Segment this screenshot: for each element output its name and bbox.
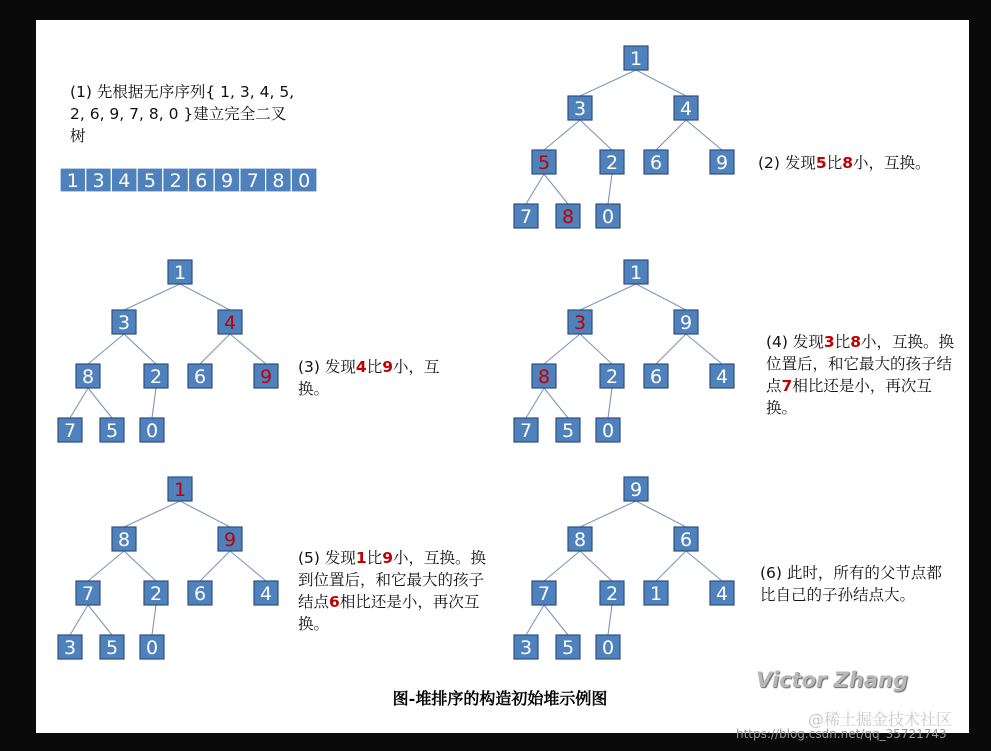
tree-step6-edge-1-4 <box>580 551 612 581</box>
caption-s3-part-4: 小，互换。 <box>298 358 440 398</box>
tree-step3-node-4 <box>144 364 168 388</box>
caption-s3-part-3: 9 <box>382 358 393 376</box>
caption-s2-part-1: 5 <box>815 154 827 172</box>
tree-step5-edge-2-6 <box>230 551 266 581</box>
tree-step5-node-7 <box>58 635 82 659</box>
tree-step4-node-1 <box>568 310 592 334</box>
tree-step2-node-label-0: 1 <box>629 48 643 70</box>
tree-step3-edge-4-9 <box>152 388 156 418</box>
tree-step6-node-4 <box>600 581 624 605</box>
tree-step6-edge-2-5 <box>656 551 686 581</box>
tree-step3 <box>58 260 278 442</box>
tree-step2-node-label-9: 0 <box>601 206 615 228</box>
tree-step4-edge-2-5 <box>656 334 686 364</box>
tree-step2-node-7 <box>514 204 538 228</box>
tree-step3-node-9 <box>140 418 164 442</box>
tree-step2-node-9 <box>596 204 620 228</box>
caption-s4-part-6: 相比还是小，再次互换。 <box>766 377 932 417</box>
tree-step6-edge-4-9 <box>608 605 612 635</box>
tree-step3-edge-2-5 <box>200 334 230 364</box>
caption-s2-part-3: 8 <box>842 154 853 172</box>
caption-s5-part-3: 9 <box>382 549 393 567</box>
tree-step2-node-label-2: 4 <box>679 98 693 120</box>
watermark-url: https://blog.csdn.net/qq_35721743 <box>736 727 947 741</box>
tree-step4-node-2 <box>674 310 698 334</box>
array-cell-3 <box>137 168 163 192</box>
caption-step4 <box>766 331 962 419</box>
tree-step3-node-label-6: 9 <box>259 366 273 388</box>
tree-step3-node-6 <box>254 364 278 388</box>
caption-s3-part-1: 4 <box>355 358 367 376</box>
tree-step3-node-label-5: 6 <box>193 366 207 388</box>
caption-s5-part-1: 1 <box>355 549 367 567</box>
tree-step6-node-label-5: 1 <box>649 583 663 605</box>
tree-step3-edge-0-2 <box>180 284 230 310</box>
tree-step6-edge-1-3 <box>544 551 580 581</box>
tree-step4 <box>514 260 734 442</box>
tree-step2-edge-0-1 <box>580 70 636 96</box>
tree-step6-node-1 <box>568 527 592 551</box>
tree-step5-node-label-4: 2 <box>149 583 163 605</box>
tree-step4-edge-3-7 <box>526 388 544 418</box>
tree-step3-edge-0-1 <box>124 284 180 310</box>
tree-step5-node-1 <box>112 527 136 551</box>
tree-step2-edge-4-9 <box>608 174 612 204</box>
tree-step6-node-label-4: 2 <box>605 583 619 605</box>
caption-s4-part-4: 小，互换。换位置后，和它最大的孩子结点 <box>766 333 955 395</box>
tree-step2-edge-3-7 <box>526 174 544 204</box>
tree-step4-node-label-7: 7 <box>519 420 533 442</box>
caption-s4-part-3: 8 <box>850 333 861 351</box>
tree-step5-node-0 <box>168 477 192 501</box>
tree-step6-node-7 <box>514 635 538 659</box>
watermark-juejin: @稀土掘金技术社区 <box>808 710 953 729</box>
tree-step5-node-label-3: 7 <box>81 583 95 605</box>
tree-step6-edge-3-7 <box>526 605 544 635</box>
tree-step3-node-3 <box>76 364 100 388</box>
tree-step3-node-label-7: 7 <box>63 420 77 442</box>
caption-step6 <box>760 562 956 606</box>
tree-step5-node-8 <box>100 635 124 659</box>
tree-step3-node-7 <box>58 418 82 442</box>
tree-step3-node-label-3: 8 <box>81 366 95 388</box>
caption-s3-part-0: (3) 发现 <box>298 358 356 376</box>
tree-step4-edge-1-3 <box>544 334 580 364</box>
tree-step2-node-label-5: 6 <box>649 152 663 174</box>
array-cell-8 <box>266 168 292 192</box>
tree-step5-node-label-5: 6 <box>193 583 207 605</box>
tree-step4-node-5 <box>644 364 668 388</box>
array-cell-0 <box>60 168 86 192</box>
tree-step6-node-0 <box>624 477 648 501</box>
tree-step3-edge-3-8 <box>88 388 112 418</box>
tree-step6-node-label-9: 0 <box>601 637 615 659</box>
tree-step2-node-2 <box>674 96 698 120</box>
tree-step4-node-label-1: 3 <box>573 312 587 334</box>
tree-step5-node-label-1: 8 <box>117 529 131 551</box>
tree-step6-node-6 <box>710 581 734 605</box>
tree-step4-node-label-3: 8 <box>537 366 551 388</box>
array-cell-5 <box>189 168 215 192</box>
tree-step3-node-5 <box>188 364 212 388</box>
tree-step6-node-5 <box>644 581 668 605</box>
tree-step2-node-1 <box>568 96 592 120</box>
tree-step2-edge-2-6 <box>686 120 722 150</box>
caption-s3-part-2: 比 <box>366 358 383 376</box>
caption-s4-part-2: 比 <box>834 333 851 351</box>
tree-step5-node-6 <box>254 581 278 605</box>
tree-step5-node-label-6: 4 <box>259 583 273 605</box>
tree-step4-node-label-0: 1 <box>629 262 643 284</box>
tree-step2-node-label-3: 5 <box>537 152 551 174</box>
tree-step6 <box>514 477 734 659</box>
tree-step5-node-label-2: 9 <box>223 529 237 551</box>
caption-step1 <box>70 81 320 147</box>
tree-step5-edge-0-2 <box>180 501 230 527</box>
tree-step6-edge-3-8 <box>544 605 568 635</box>
tree-step3-node-label-8: 5 <box>105 420 119 442</box>
tree-step3-node-8 <box>100 418 124 442</box>
tree-step2-edge-3-8 <box>544 174 568 204</box>
tree-step4-node-9 <box>596 418 620 442</box>
caption-step1-line1: (1) 先根据无序序列{ 1, 3, 4, 5, <box>70 83 295 101</box>
tree-step5-node-label-9: 0 <box>145 637 159 659</box>
tree-step4-node-label-4: 2 <box>605 366 619 388</box>
array-cell-4 <box>163 168 189 192</box>
tree-step2-node-label-7: 7 <box>519 206 533 228</box>
tree-step4-node-0 <box>624 260 648 284</box>
tree-step3-node-label-9: 0 <box>145 420 159 442</box>
tree-step2-node-label-6: 9 <box>715 152 729 174</box>
tree-step3-node-label-1: 3 <box>117 312 131 334</box>
tree-step2-node-6 <box>710 150 734 174</box>
caption-s6-part-0: (6) 此时，所有的父节点都比自己的子孙结点大。 <box>760 564 942 604</box>
tree-step4-node-label-6: 4 <box>715 366 729 388</box>
tree-step3-edge-1-4 <box>124 334 156 364</box>
caption-step1-line3: 树 <box>70 127 86 145</box>
tree-step5-edge-4-9 <box>152 605 156 635</box>
tree-step3-node-label-2: 4 <box>223 312 237 334</box>
caption-s2-part-0: (2) 发现 <box>758 154 816 172</box>
array-cell-label-5: 6 <box>195 170 208 192</box>
tree-step3-edge-3-7 <box>70 388 88 418</box>
tree-step6-edge-2-6 <box>686 551 722 581</box>
tree-step2-node-label-8: 8 <box>561 206 575 228</box>
tree-step5-node-9 <box>140 635 164 659</box>
tree-step5-node-label-0: 1 <box>173 479 187 501</box>
array-cell-1 <box>86 168 112 192</box>
tree-step4-node-4 <box>600 364 624 388</box>
array-cell-6 <box>214 168 240 192</box>
tree-step2-edge-1-4 <box>580 120 612 150</box>
tree-step4-node-label-9: 0 <box>601 420 615 442</box>
tree-step4-node-label-5: 6 <box>649 366 663 388</box>
tree-step6-node-3 <box>532 581 556 605</box>
tree-step4-node-3 <box>532 364 556 388</box>
caption-s2-part-2: 比 <box>826 154 843 172</box>
array-cell-label-4: 2 <box>169 170 182 192</box>
array-cell-label-9: 0 <box>298 170 311 192</box>
tree-step3-node-label-0: 1 <box>173 262 187 284</box>
tree-step2-node-8 <box>556 204 580 228</box>
caption-s2-part-4: 小，互换。 <box>853 154 931 172</box>
tree-step5 <box>58 477 278 659</box>
caption-s4-part-0: (4) 发现 <box>766 333 824 351</box>
caption-s4-part-1: 3 <box>823 333 835 351</box>
tree-step6-node-label-8: 5 <box>561 637 575 659</box>
caption-step1-line2: 2, 6, 9, 7, 8, 0 }建立完全二叉 <box>70 105 287 123</box>
tree-step3-edge-1-3 <box>88 334 124 364</box>
tree-step4-edge-0-1 <box>580 284 636 310</box>
tree-step3-node-0 <box>168 260 192 284</box>
array-cell-label-7: 7 <box>246 170 259 192</box>
tree-step4-edge-0-2 <box>636 284 686 310</box>
array-cell-label-2: 4 <box>118 170 131 192</box>
tree-step3-node-label-4: 2 <box>149 366 163 388</box>
caption-s5-part-2: 比 <box>366 549 383 567</box>
tree-step6-node-label-7: 3 <box>519 637 533 659</box>
tree-step6-node-label-0: 9 <box>629 479 643 501</box>
tree-step2-node-label-4: 2 <box>605 152 619 174</box>
tree-step4-edge-4-9 <box>608 388 612 418</box>
tree-step5-edge-0-1 <box>124 501 180 527</box>
tree-step4-edge-2-6 <box>686 334 722 364</box>
caption-s5-part-4: 小，互换。换到位置后，和它最大的孩子结点 <box>298 549 487 611</box>
array-cell-label-0: 1 <box>66 170 79 192</box>
caption-step3 <box>298 356 468 400</box>
tree-step5-node-4 <box>144 581 168 605</box>
tree-step4-node-7 <box>514 418 538 442</box>
tree-step3-node-1 <box>112 310 136 334</box>
tree-step2 <box>514 46 734 228</box>
caption-step5 <box>298 547 488 635</box>
tree-step6-node-label-2: 6 <box>679 529 693 551</box>
tree-step6-node-2 <box>674 527 698 551</box>
tree-step5-edge-3-7 <box>70 605 88 635</box>
tree-step6-node-9 <box>596 635 620 659</box>
array-cell-label-1: 3 <box>92 170 105 192</box>
tree-step2-edge-0-2 <box>636 70 686 96</box>
tree-step2-node-3 <box>532 150 556 174</box>
caption-s5-part-0: (5) 发现 <box>298 549 356 567</box>
tree-step4-node-8 <box>556 418 580 442</box>
array-cell-label-8: 8 <box>272 170 285 192</box>
caption-step2 <box>758 152 958 174</box>
caption-s5-part-5: 6 <box>329 593 340 611</box>
tree-step2-node-label-1: 3 <box>573 98 587 120</box>
tree-step6-node-label-3: 7 <box>537 583 551 605</box>
tree-step4-edge-3-8 <box>544 388 568 418</box>
array-cell-label-6: 9 <box>221 170 234 192</box>
caption-s5-part-6: 相比还是小，再次互换。 <box>298 593 480 633</box>
tree-step5-node-label-7: 3 <box>63 637 77 659</box>
tree-step3-node-2 <box>218 310 242 334</box>
tree-step2-edge-1-3 <box>544 120 580 150</box>
tree-step4-node-label-8: 5 <box>561 420 575 442</box>
tree-step5-node-5 <box>188 581 212 605</box>
array-cell-9 <box>291 168 317 192</box>
array-cell-7 <box>240 168 266 192</box>
array-cell-2 <box>111 168 137 192</box>
caption-s4-part-5: 7 <box>781 377 793 395</box>
tree-step5-edge-2-5 <box>200 551 230 581</box>
author-signature: Victor Zhang <box>756 668 908 692</box>
tree-step4-edge-1-4 <box>580 334 612 364</box>
diagram-canvas <box>36 20 969 733</box>
array-cell-label-3: 5 <box>143 170 156 192</box>
figure-title: 图-堆排序的构造初始堆示例图 <box>392 689 608 708</box>
tree-step6-edge-0-2 <box>636 501 686 527</box>
tree-step6-node-label-1: 8 <box>573 529 587 551</box>
tree-step4-node-label-2: 9 <box>679 312 693 334</box>
tree-step5-edge-3-8 <box>88 605 112 635</box>
tree-step3-edge-2-6 <box>230 334 266 364</box>
tree-step6-node-label-6: 4 <box>715 583 729 605</box>
tree-step5-edge-1-3 <box>88 551 124 581</box>
tree-step5-edge-1-4 <box>124 551 156 581</box>
tree-step2-edge-2-5 <box>656 120 686 150</box>
sequence-array <box>60 168 317 192</box>
tree-step2-node-4 <box>600 150 624 174</box>
tree-step6-edge-0-1 <box>580 501 636 527</box>
tree-step6-node-8 <box>556 635 580 659</box>
tree-step2-node-5 <box>644 150 668 174</box>
tree-step2-node-0 <box>624 46 648 70</box>
tree-step4-node-6 <box>710 364 734 388</box>
tree-step5-node-3 <box>76 581 100 605</box>
tree-step5-node-2 <box>218 527 242 551</box>
tree-step5-node-label-8: 5 <box>105 637 119 659</box>
